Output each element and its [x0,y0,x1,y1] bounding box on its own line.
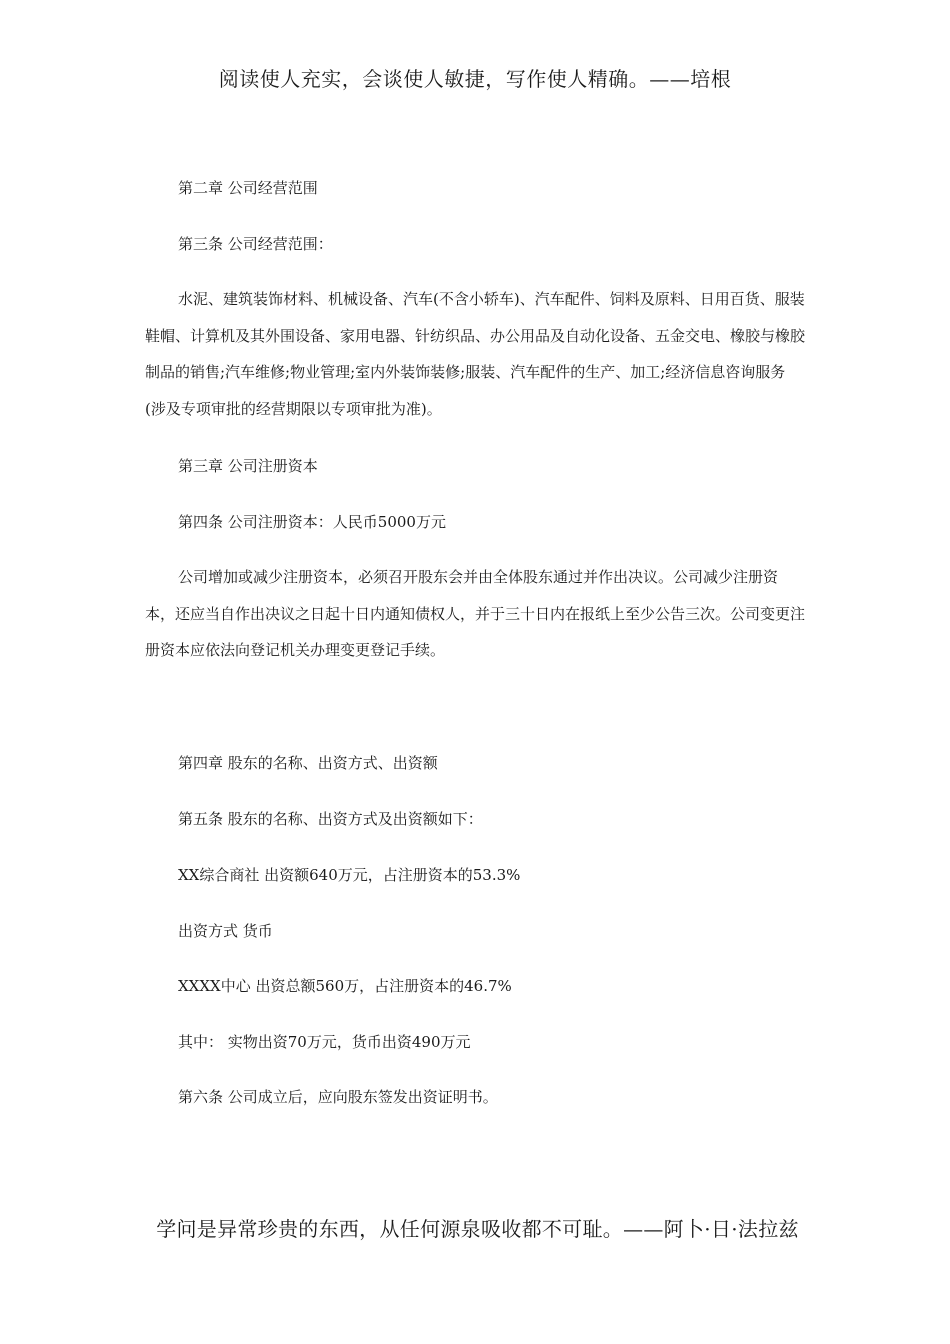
article-3-body: 水泥、建筑装饰材料、机械设备、汽车(不含小轿车)、汽车配件、饲料及原料、日用百货、服装鞋帽、计算机及其外围设备、家用电器、针纺织品、办公用品及自动化设备、五金交电、橡胶与橡胶制品的销售;汽车维修;物业管理;室内外装饰装修;服装、汽车配件的生产、加工;经济信息咨询服务(涉及专项审批的经营期限以专项审批为准)。 [145,290,806,418]
article-4-heading: 第四条 公司注册资本：人民币5000万元 [178,513,446,531]
article-3-heading: 第三条 公司经营范围： [178,235,333,253]
footer-quote: 学问是异常珍贵的东西，从任何源泉吸收都不可耻。——阿卜·日·法拉兹 [156,1217,799,1241]
header-quote: 阅读使人充实，会谈使人敏捷，写作使人精确。——培根 [218,67,732,91]
chapter-4-heading: 第四章 股东的名称、出资方式、出资额 [178,754,438,772]
article-5-heading: 第五条 股东的名称、出资方式及出资额如下： [178,810,483,828]
contribution-detail-line: 其中： 实物出资70万元，货币出资490万元 [178,1033,471,1051]
chapter-3-heading: 第三章 公司注册资本 [178,457,318,475]
article-4-body: 公司增加或减少注册资本，必须召开股东会并由全体股东通过并作出决议。公司减少注册资本，还应当自作出决议之日起十日内通知债权人，并于三十日内在报纸上至少公告三次。公司变更注册资本应依法向登记机关办理变更登记手续。 [145,568,806,659]
contribution-method-line: 出资方式 货币 [178,922,273,940]
chapter-2-heading: 第二章 公司经营范围 [178,179,318,197]
article-6-line: 第六条 公司成立后，应向股东签发出资证明书。 [178,1088,498,1106]
shareholder-2-line: XXXX中心 出资总额560万，占注册资本的46.7% [178,977,512,995]
shareholder-1-line: XX综合商社 出资额640万元，占注册资本的53.3% [178,866,521,884]
